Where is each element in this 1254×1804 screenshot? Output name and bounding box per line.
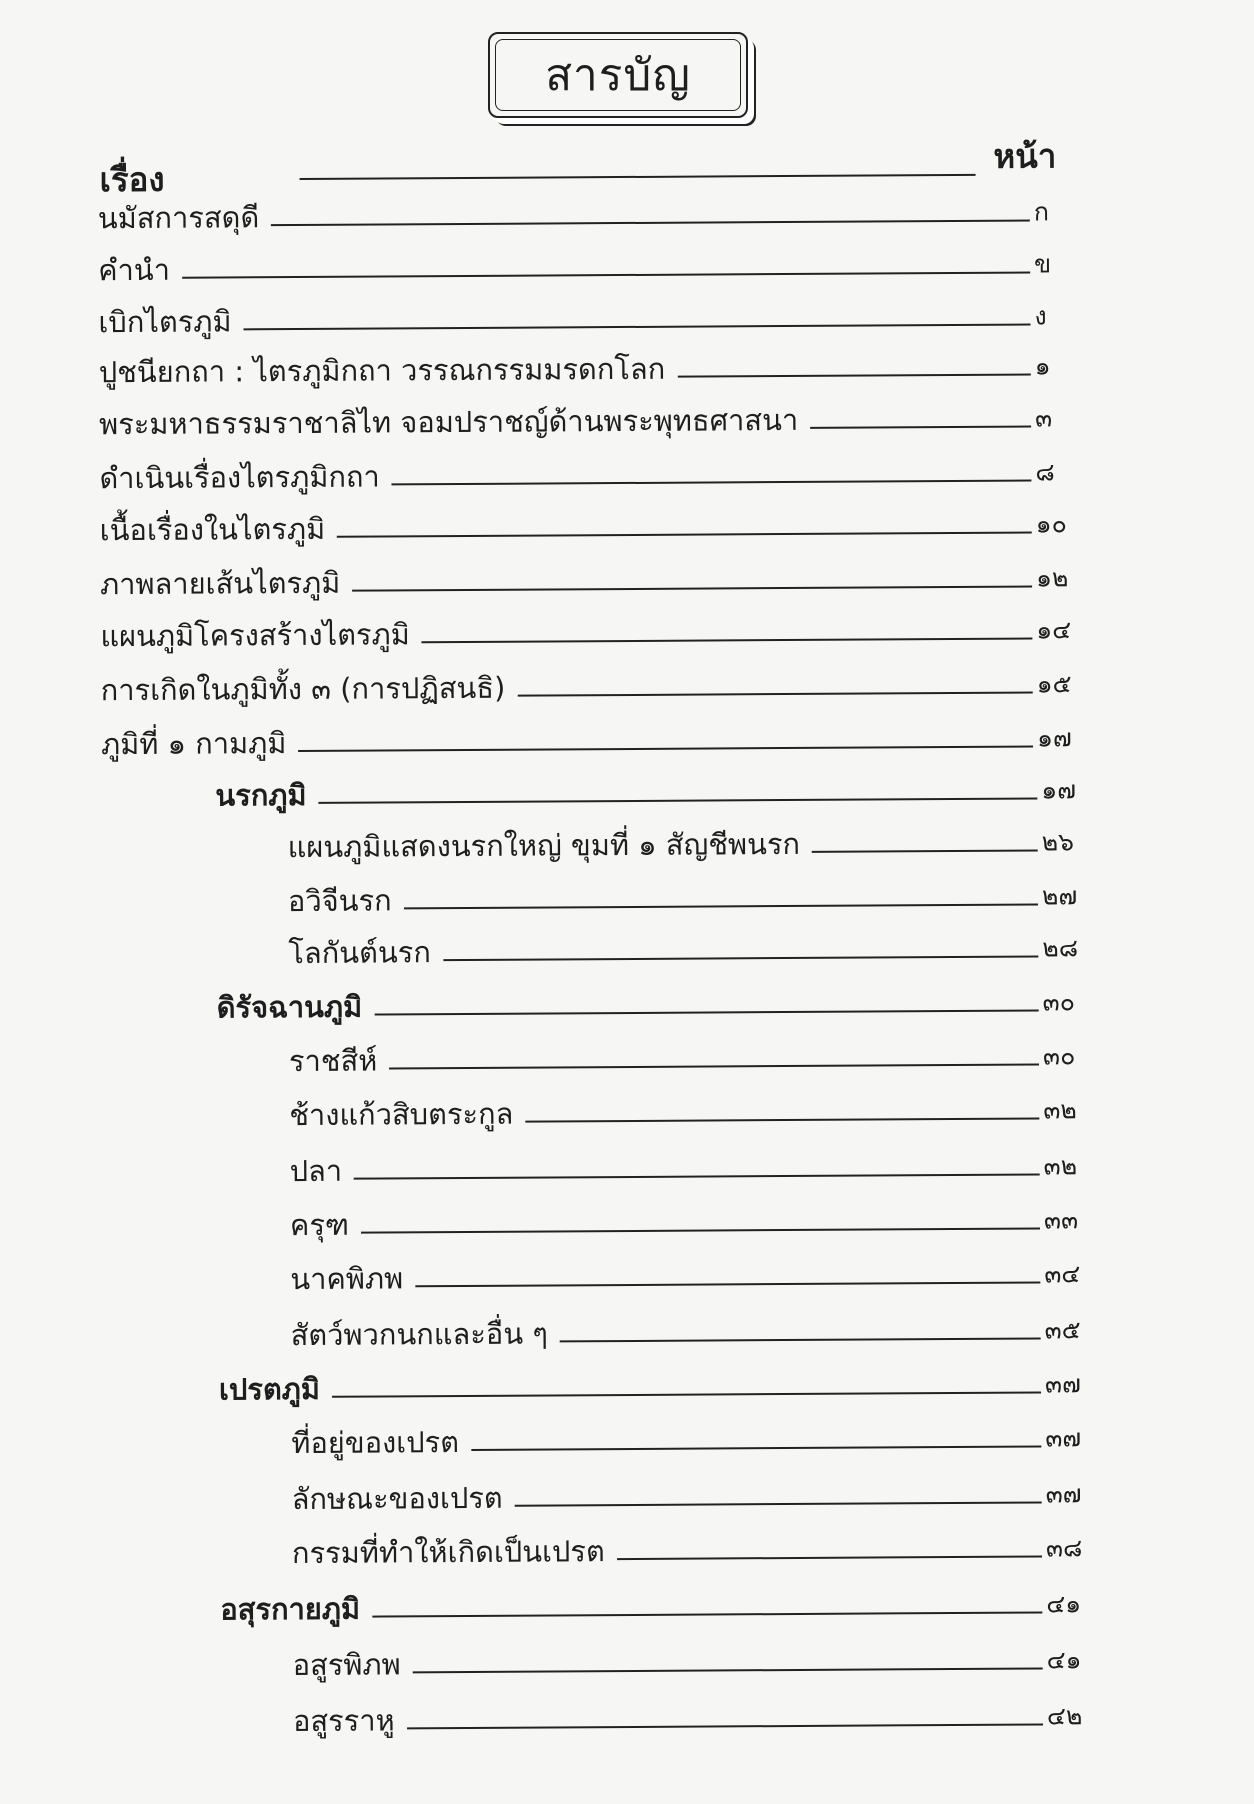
toc-entry[interactable]	[101, 661, 1081, 707]
page-title: สารบัญ	[545, 50, 691, 101]
toc-entry-label: ราชสีห์	[288, 1043, 378, 1079]
toc-entry-page: ๒๘	[1042, 933, 1079, 963]
toc-entry-page: ๓๒	[1043, 1095, 1077, 1125]
leader-line	[443, 955, 1038, 961]
toc-entry[interactable]	[98, 189, 1078, 235]
toc-entry-label: ภาพลายเส้นไตรภูมิ	[99, 565, 341, 602]
toc-entry[interactable]	[98, 293, 1078, 339]
leader-line	[352, 586, 1032, 592]
toc-entry-label: อสูรพิภพ	[292, 1647, 401, 1683]
leader-line	[560, 1337, 1041, 1342]
toc-entry-page: ๑๒	[1035, 563, 1069, 593]
toc-entry-label: แผนภูมิโครงสร้างไตรภูมิ	[100, 617, 410, 654]
toc-entry[interactable]	[100, 555, 1080, 601]
toc-entry[interactable]	[100, 501, 1080, 547]
toc-entry-page: ๓๓	[1043, 1205, 1079, 1235]
toc-entry[interactable]	[293, 1693, 1091, 1738]
leader-line	[271, 220, 1030, 227]
leader-line	[407, 1723, 1043, 1729]
toc-entry-label: อสูรราหู	[292, 1703, 395, 1739]
toc-entry[interactable]	[220, 1581, 1090, 1626]
leader-line	[677, 374, 1030, 378]
leader-line	[617, 1555, 1042, 1560]
toc-entry-page: ๑๗	[1036, 723, 1072, 753]
toc-entry[interactable]	[290, 1251, 1088, 1296]
toc-entry[interactable]	[99, 343, 1079, 389]
toc-entry-page: ๔๑	[1046, 1589, 1082, 1619]
toc-entry-label: อสุรกายภูมิ	[220, 1591, 361, 1627]
toc-entry-page: ๔๒	[1046, 1701, 1083, 1731]
toc-entry-label: ที่อยู่ของเปรต	[291, 1425, 460, 1461]
toc-entry-page: ๔๑	[1046, 1645, 1082, 1675]
toc-entry-label: แผนภูมิแสดงนรกใหญ่ ขุมที่ ๑ สัญชีพนรก	[287, 826, 801, 865]
leader-line	[812, 849, 1038, 852]
toc-entry[interactable]	[219, 1361, 1089, 1406]
toc-entry-label: นมัสการสดุดี	[97, 200, 260, 236]
toc-entry-page: ๒๖	[1041, 827, 1075, 857]
toc-entry-label: ช้างแก้วสิบตระกูล	[289, 1096, 514, 1133]
leader-line	[413, 1667, 1043, 1673]
toc-entry-page: ๓๗	[1045, 1479, 1082, 1509]
toc-entry[interactable]	[292, 1525, 1090, 1570]
toc-entry-label: เบิกไตรภูมิ	[98, 304, 232, 340]
toc-entry-page: ๑	[1034, 351, 1051, 381]
toc-entry[interactable]	[292, 1471, 1090, 1516]
toc-entry-label: พระมหาธรรมราชาลิไท จอมปราชญ์ด้านพระพุทธศาสนา	[98, 402, 799, 442]
toc-entry[interactable]	[288, 925, 1086, 970]
toc-entry-page: ง	[1034, 301, 1047, 331]
leader-line	[354, 1173, 1040, 1179]
toc-entry-label: โลกันต์นรก	[288, 935, 431, 971]
toc-entry-page: ๓๘	[1045, 1533, 1083, 1563]
leader-line	[810, 426, 1031, 429]
leader-line	[525, 1117, 1039, 1122]
toc-entry-page: ๓๒	[1043, 1151, 1078, 1181]
leader-line	[389, 1063, 1039, 1069]
toc-entry[interactable]	[215, 767, 1085, 812]
leader-line	[182, 272, 1030, 279]
toc-entry[interactable]	[101, 715, 1081, 761]
toc-entry-label: ปูชนียกถา : ไตรภูมิกถา วรรณกรรมมรดกโลก	[98, 351, 666, 390]
leader-line	[361, 1227, 1040, 1233]
toc-entry-label: การเกิดในภูมิทั้ง ๓ (การปฏิสนธิ)	[100, 670, 506, 708]
leader-line	[415, 1281, 1040, 1287]
toc-entry-page: ๑๐	[1035, 509, 1067, 539]
toc-entry[interactable]	[98, 241, 1078, 287]
toc-entry-label: ดำเนินเรื่องไตรภูมิกถา	[99, 459, 380, 496]
leader-line	[319, 797, 1038, 803]
toc-entry[interactable]	[291, 1307, 1089, 1352]
toc-entry[interactable]	[289, 1033, 1087, 1078]
toc-entry[interactable]	[100, 607, 1080, 653]
leader-line	[515, 1501, 1042, 1506]
toc-entry-label: สัตว์พวกนกและอื่น ๆ	[290, 1316, 548, 1353]
toc-entry[interactable]	[291, 1415, 1089, 1460]
toc-entry-page: ๒๗	[1041, 881, 1078, 911]
toc-entry-label: เปรตภูมิ	[218, 1371, 321, 1407]
toc-entry-page: ๓๐	[1042, 1041, 1076, 1071]
leader-line	[244, 324, 1031, 331]
leader-line	[517, 692, 1032, 697]
leader-line	[392, 480, 1032, 486]
toc-entry[interactable]	[293, 1637, 1091, 1682]
toc-entry[interactable]	[290, 1143, 1088, 1188]
toc-entry-page: ๘	[1035, 457, 1055, 487]
header-leader-line	[300, 174, 976, 180]
toc-entry-label: ดิรัจฉานภูมิ	[216, 989, 363, 1025]
toc-entry-label: ลักษณะของเปรต	[291, 1480, 503, 1517]
toc-entry-page: ก	[1033, 197, 1050, 227]
toc-entry-page: ข	[1034, 249, 1052, 279]
leader-line	[471, 1445, 1041, 1450]
toc-entry-page: ๑๗	[1041, 775, 1077, 805]
toc-entry-label: ภูมิที่ ๑ กามภูมิ	[100, 726, 287, 762]
toc-entry-page: ๓๗	[1045, 1423, 1082, 1453]
leader-line	[422, 638, 1033, 644]
toc-entry-label: นาคพิภพ	[290, 1261, 404, 1297]
leader-line	[332, 1391, 1041, 1397]
toc-entry-page: ๓๕	[1044, 1315, 1081, 1345]
toc-entry-page: ๓	[1034, 403, 1053, 433]
toc-entry[interactable]	[289, 1087, 1087, 1132]
toc-entry[interactable]	[99, 449, 1079, 495]
toc-entry-label: อวิจีนรก	[287, 883, 392, 919]
toc-entry[interactable]	[99, 395, 1079, 441]
leader-line	[372, 1611, 1042, 1617]
toc-entry-page: ๓๗	[1044, 1369, 1081, 1399]
leader-line	[404, 903, 1038, 909]
leader-line	[337, 532, 1032, 538]
toc-entry-page: ๓๐	[1042, 987, 1076, 1017]
toc-entry[interactable]	[288, 873, 1086, 918]
leader-line	[374, 1009, 1038, 1015]
toc-entry-page: ๑๕	[1036, 669, 1072, 699]
column-header-topic: เรื่อง	[99, 159, 165, 200]
toc-entry-label: ปลา	[289, 1153, 343, 1189]
column-header-page: หน้า	[993, 136, 1057, 176]
toc-entry-label: ครุฑ	[289, 1207, 350, 1243]
toc-entry-page: ๑๔	[1036, 615, 1072, 645]
toc-entry[interactable]	[290, 1197, 1088, 1242]
toc-entry[interactable]	[288, 819, 1086, 864]
toc-entry-label: คำนำ	[98, 252, 171, 288]
toc-entry-label: เนื้อเรื่องในไตรภูมิ	[99, 511, 326, 548]
leader-line	[298, 746, 1033, 752]
toc-entry[interactable]	[217, 979, 1087, 1024]
toc-entry-label: กรรมที่ทำให้เกิดเป็นเปรต	[291, 1534, 605, 1571]
toc-entry-page: ๓๔	[1044, 1259, 1081, 1289]
toc-entry-label: นรกภูมิ	[215, 777, 307, 813]
